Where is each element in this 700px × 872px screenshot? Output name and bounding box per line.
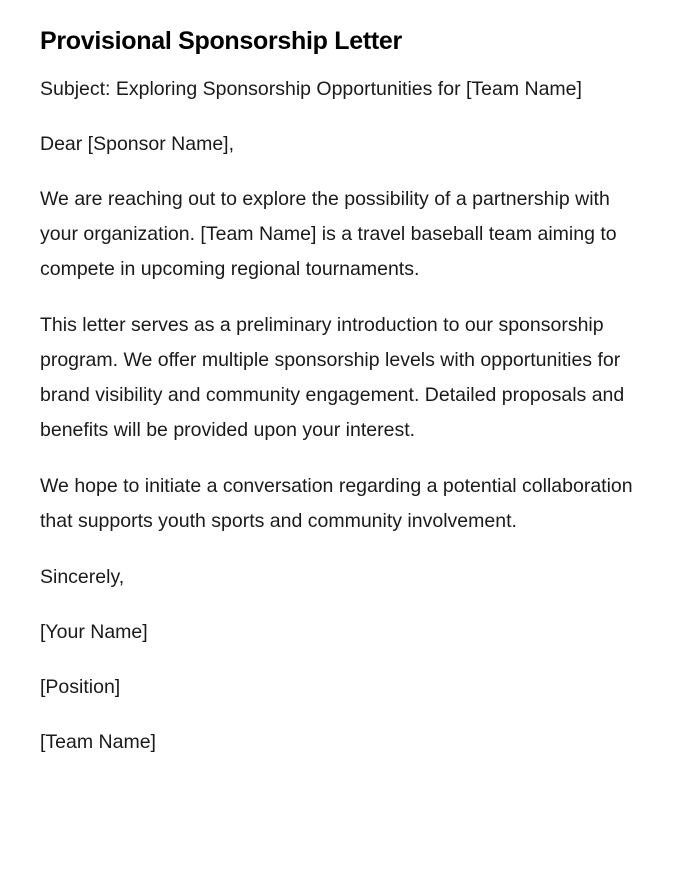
body-paragraph-collaboration: We hope to initiate a conversation regarding a potential collaboration that supports youth sports and community involvement. <box>40 475 633 532</box>
letter-subject: Subject: Exploring Sponsorship Opportunities for [Team Name] <box>40 78 582 100</box>
body-paragraph-program: This letter serves as a preliminary introduction to our sponsorship program. We offer multiple sponsorship levels with opportunities for brand visibility and community engagement. Detailed proposals and benefits will be provided upon your interest. <box>40 314 625 441</box>
letter-title: Provisional Sponsorship Letter <box>40 27 402 55</box>
signature-name: [Your Name] <box>40 621 148 643</box>
letter-closing: Sincerely, <box>40 566 125 588</box>
letter-salutation: Dear [Sponsor Name], <box>40 133 235 155</box>
body-paragraph-intro: We are reaching out to explore the possibility of a partnership with your organization. [Team Name] is a travel baseball team aiming to compete in upcoming regional tournaments. <box>40 188 617 280</box>
letter-document <box>40 24 650 780</box>
signature-position: [Position] <box>40 676 121 698</box>
signature-team: [Team Name] <box>40 731 156 753</box>
